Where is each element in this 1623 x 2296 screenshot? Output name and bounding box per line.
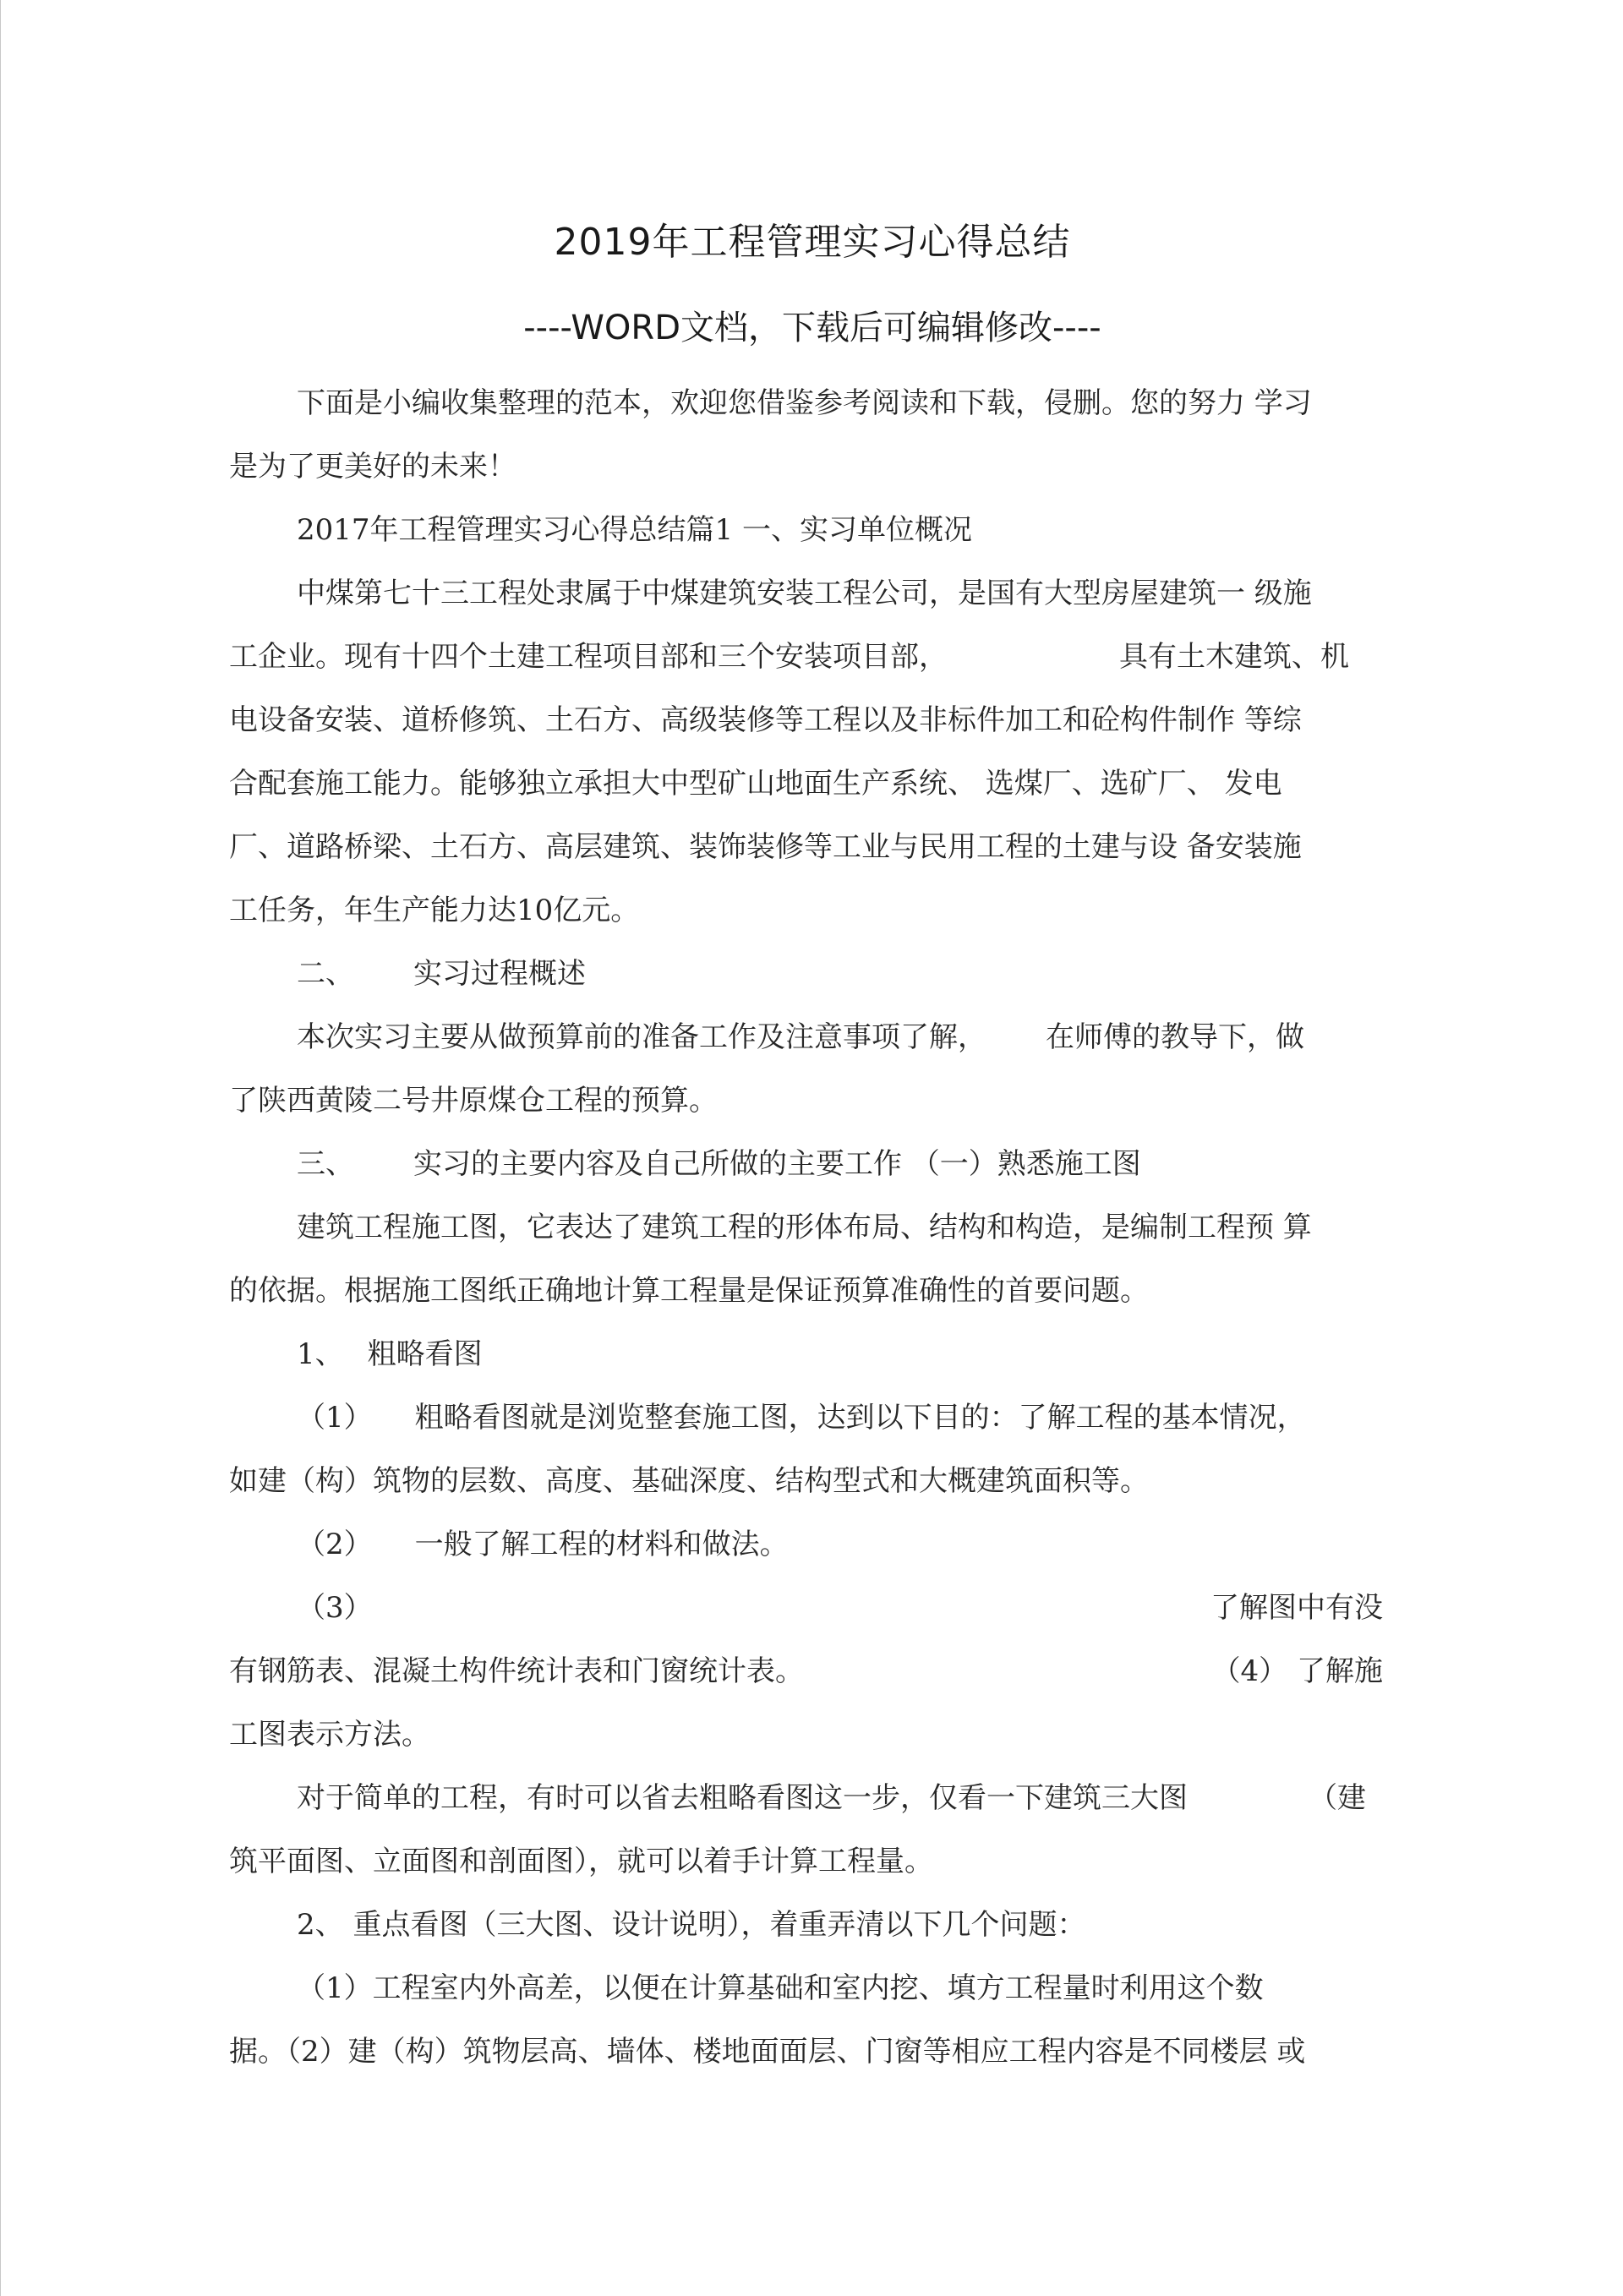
- paragraph-segment: 工企业。现有十四个土建工程项目部和三个安装项目部，: [229, 640, 948, 674]
- section-heading: 2017年工程管理实习心得总结篇1 一、实习单位概况: [297, 513, 972, 547]
- paragraph-line: [297, 1587, 1383, 1629]
- paragraph-line: [229, 1650, 1383, 1692]
- paragraph-segment: 对于简单的工程，有时可以省去粗略看图这一步，仅看一下建筑三大图: [297, 1781, 1188, 1815]
- document-subtitle: ----WORD文档，下载后可编辑修改----: [523, 309, 1101, 347]
- paragraph-line: 中煤第七十三工程处隶属于中煤建筑安装工程公司，是国有大型房屋建筑一 级施: [297, 577, 1312, 610]
- paragraph-line: 合配套施工能力。能够独立承担大中型矿山地面生产系统、 选煤厂、选矿厂、 发电: [229, 767, 1282, 801]
- section-number: 二、: [297, 957, 354, 991]
- section-heading: [297, 1143, 1383, 1185]
- list-marker: （2）: [297, 1528, 373, 1561]
- list-title: 粗略看图: [367, 1337, 483, 1371]
- paragraph-segment: 有钢筋表、混凝土构件统计表和门窗统计表。: [229, 1654, 804, 1688]
- paragraph-segment: 具有土木建筑、机: [1119, 640, 1349, 674]
- list-heading: [297, 1333, 1383, 1375]
- paragraph-line: 筑平面图、立面图和剖面图），就可以着手计算工程量。: [229, 1845, 933, 1878]
- paragraph-line: 厂、道路桥梁、土石方、高层建筑、装饰装修等工业与民用工程的土建与设 备安装施: [229, 830, 1302, 864]
- paragraph-line: 了陕西黄陵二号井原煤仓工程的预算。: [229, 1084, 718, 1118]
- paragraph-segment: （建: [1309, 1781, 1366, 1815]
- section-title: 实习过程概述: [413, 957, 586, 991]
- paragraph-segment: 在师傅的教导下，做: [1046, 1020, 1304, 1054]
- document-title: 2019年工程管理实习心得总结: [554, 221, 1071, 264]
- paragraph-line: 工图表示方法。: [229, 1718, 430, 1752]
- paragraph-line: 据。（2）建（构）筑物层高、墙体、楼地面面层、门窗等相应工程内容是不同楼层 或: [229, 2035, 1306, 2069]
- paragraph-line: [297, 1016, 1383, 1058]
- paragraph-line: 建筑工程施工图，它表达了建筑工程的形体布局、结构和构造，是编制工程预 算: [297, 1211, 1312, 1244]
- paragraph-line: 下面是小编收集整理的范本，欢迎您借鉴参考阅读和下载，侵删。您的努力 学习: [297, 386, 1312, 420]
- paragraph-segment: 一般了解工程的材料和做法。: [414, 1528, 789, 1561]
- paragraph-segment: 了解图中有没: [1210, 1591, 1383, 1625]
- paragraph-line: 工任务，年生产能力达10亿元。: [229, 894, 640, 927]
- paragraph-line: 的依据。根据施工图纸正确地计算工程量是保证预算准确性的首要问题。: [229, 1274, 1149, 1308]
- paragraph-line: [229, 636, 1383, 678]
- section-title: 实习的主要内容及自己所做的主要工作 （一）熟悉施工图: [413, 1147, 1141, 1181]
- paragraph-line: （1）工程室内外高差，以便在计算基础和室内挖、填方工程量时利用这个数: [297, 1971, 1264, 2005]
- list-heading: 2、 重点看图（三大图、设计说明），着重弄清以下几个问题：: [297, 1908, 1086, 1942]
- paragraph-line: [297, 1397, 1383, 1439]
- paragraph-line: [297, 1777, 1383, 1819]
- paragraph-segment: 粗略看图就是浏览整套施工图，达到以下目的：了解工程的基本情况，: [414, 1401, 1306, 1435]
- paragraph-segment: 本次实习主要从做预算前的准备工作及注意事项了解，: [297, 1020, 986, 1054]
- paragraph-line: 电设备安装、道桥修筑、土石方、高级装修等工程以及非标件加工和砼构件制作 等综: [229, 703, 1302, 737]
- paragraph-segment: （4） 了解施: [1211, 1654, 1383, 1688]
- list-marker: （3）: [297, 1591, 373, 1625]
- section-number: 三、: [297, 1147, 354, 1181]
- list-number: 1、: [297, 1337, 344, 1371]
- paragraph-line: [297, 1523, 1383, 1566]
- paragraph-line: 是为了更美好的未来！: [229, 450, 516, 484]
- section-heading: [297, 953, 1383, 995]
- paragraph-line: 如建（构）筑物的层数、高度、基础深度、结构型式和大概建筑面积等。: [229, 1464, 1149, 1498]
- list-marker: （1）: [297, 1401, 373, 1435]
